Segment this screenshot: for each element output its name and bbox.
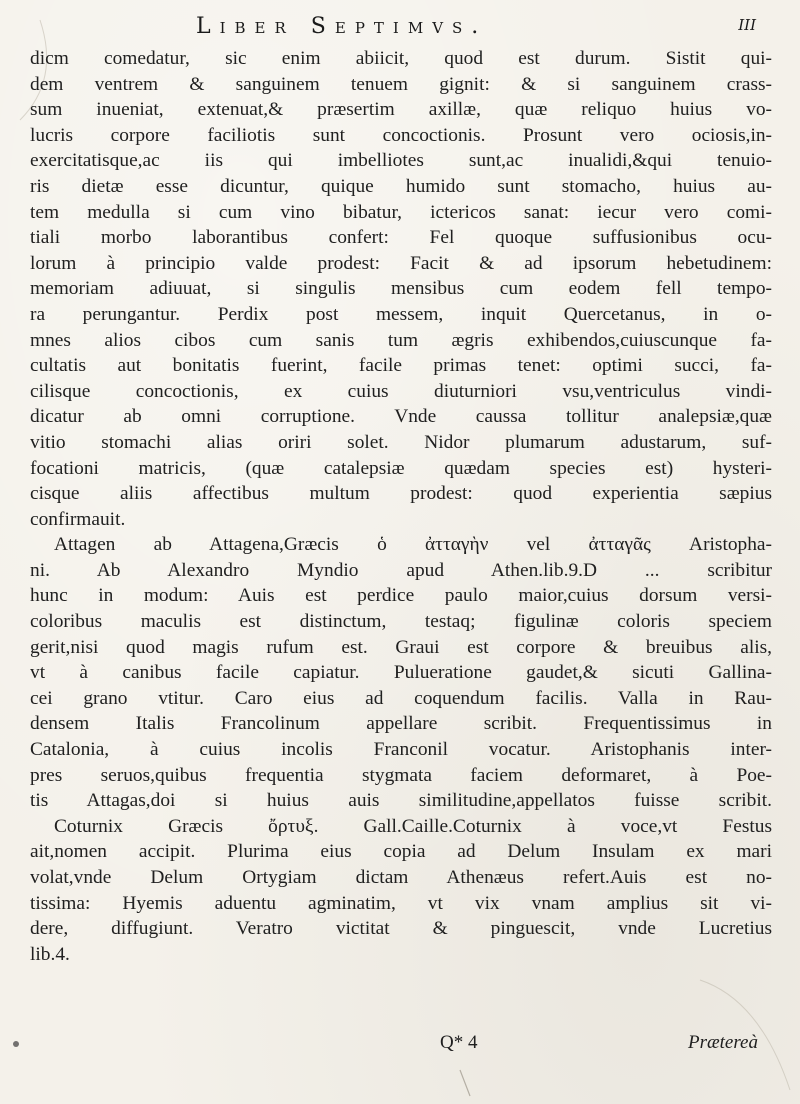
running-title: Liber Septimvs. [196, 14, 488, 39]
text-line: Catalonia, à cuius incolis Franconil vocatur. Aristophanis inter- [30, 739, 772, 761]
text-line: dere, diffugiunt. Veratro victitat & pinguescit, vnde Lucretius [30, 918, 772, 940]
text-line: memoriam adiuuat, si singulis mensibus cum eodem fell tempo- [30, 278, 772, 300]
text-line: ni. Ab Alexandro Myndio apud Athen.lib.9.D ... scribitur [30, 559, 772, 581]
main-text-block [30, 46, 772, 967]
text-line: pres seruos,quibus frequentia stygmata faciem deformaret, à Poe- [30, 764, 772, 786]
text-line: focationi matricis, (quæ catalepsiæ quædam species est) hysteri- [30, 457, 772, 479]
text-line: lucris corpore faciliotis sunt concoctionis. Prosunt vero ociosis,in- [30, 124, 772, 146]
running-head [196, 10, 756, 44]
text-line: dicatur ab omni corruptione. Vnde caussa tollitur analepsiæ,quæ [30, 406, 772, 428]
text-line: tem medulla si cum vino bibatur, ictericos sanat: iecur vero comi- [30, 201, 772, 223]
text-line: densem Italis Francolinum appellare scribit. Frequentissimus in [30, 713, 772, 735]
text-line: coloribus maculis est distinctum, testaq; figulinæ coloris speciem [30, 611, 772, 633]
text-line: hunc in modum: Auis est perdice paulo maior,cuius dorsum versi- [30, 585, 772, 607]
text-line: vt à canibus facile capiatur. Pulueratione gaudet,& sicuti Gallina- [30, 662, 772, 684]
text-line: ris dietæ esse dicuntur, quique humido sunt stomacho, huius au- [30, 175, 772, 197]
text-line: exercitatisque,ac iis qui imbelliotes sunt,ac inualidi,&qui tenuio- [30, 150, 772, 172]
text-line: tiali morbo laborantibus confert: Fel quoque suffusionibus ocu- [30, 227, 772, 249]
text-line: mnes alios cibos cum sanis tum ægris exhibendos,cuiuscunque fa- [30, 329, 772, 351]
text-line: ra perungantur. Perdix post messem, inquit Quercetanus, in o- [30, 303, 772, 325]
catchword: Prætereà [687, 1032, 758, 1053]
text-line: cultatis aut bonitatis fuerint, facile primas tenet: optimi succi, fa- [30, 355, 772, 377]
text-line: cei grano vtitur. Caro eius ad coquendum facilis. Valla in Rau- [30, 687, 772, 709]
text-line: Coturnix Græcis ὄρτυξ. Gall.Caille.Coturnix à voce,vt Festus [54, 815, 772, 837]
text-line: cilisque concoctionis, ex cuius diuturniori vsu,ventriculus vindi- [30, 380, 772, 402]
text-line: dicm comedatur, sic enim abiicit, quod est durum. Sistit qui- [30, 48, 772, 69]
text-line: sum inueniat, extenuat,& præsertim axillæ, quæ reliquo huius vo- [30, 99, 772, 121]
text-line: lorum à principio valde prodest: Facit & ad ipsorum hebetudinem: [30, 252, 772, 274]
text-line: ait,nomen accipit. Plurima eius copia ad Delum Insulam ex mari [30, 841, 772, 863]
text-line: tissima: Hyemis aduentu agminatim, vt vix vnam amplius sit vi- [30, 892, 772, 914]
text-line: cisque aliis affectibus multum prodest: quod experientia sæpius [30, 483, 772, 505]
text-line: confirmauit. [30, 508, 126, 530]
text-line: lib.4. [30, 943, 70, 965]
text-line: volat,vnde Delum Ortygiam dictam Athenæus refert.Auis est no- [30, 867, 772, 888]
page-footer [30, 1032, 772, 1062]
text-line: gerit,nisi quod magis rufum est. Graui est corpore & breuibus alis, [30, 636, 772, 658]
text-line: dem ventrem & sanguinem tenuem gignit: & si sanguinem crass- [30, 73, 772, 95]
text-line: vitio stomachi alias oriri solet. Nidor plumarum adustarum, suf- [30, 431, 772, 453]
text-line: Attagen ab Attagena,Græcis ὁ ἀτταγὴν vel ἀτταγᾶς Aristopha- [54, 534, 772, 556]
page-number: III [738, 16, 756, 34]
signature-mark: Q* 4 [440, 1032, 478, 1053]
text-line: tis Attagas,doi si huius auis similitudine,appellatos fuisse scribit. [30, 790, 772, 812]
